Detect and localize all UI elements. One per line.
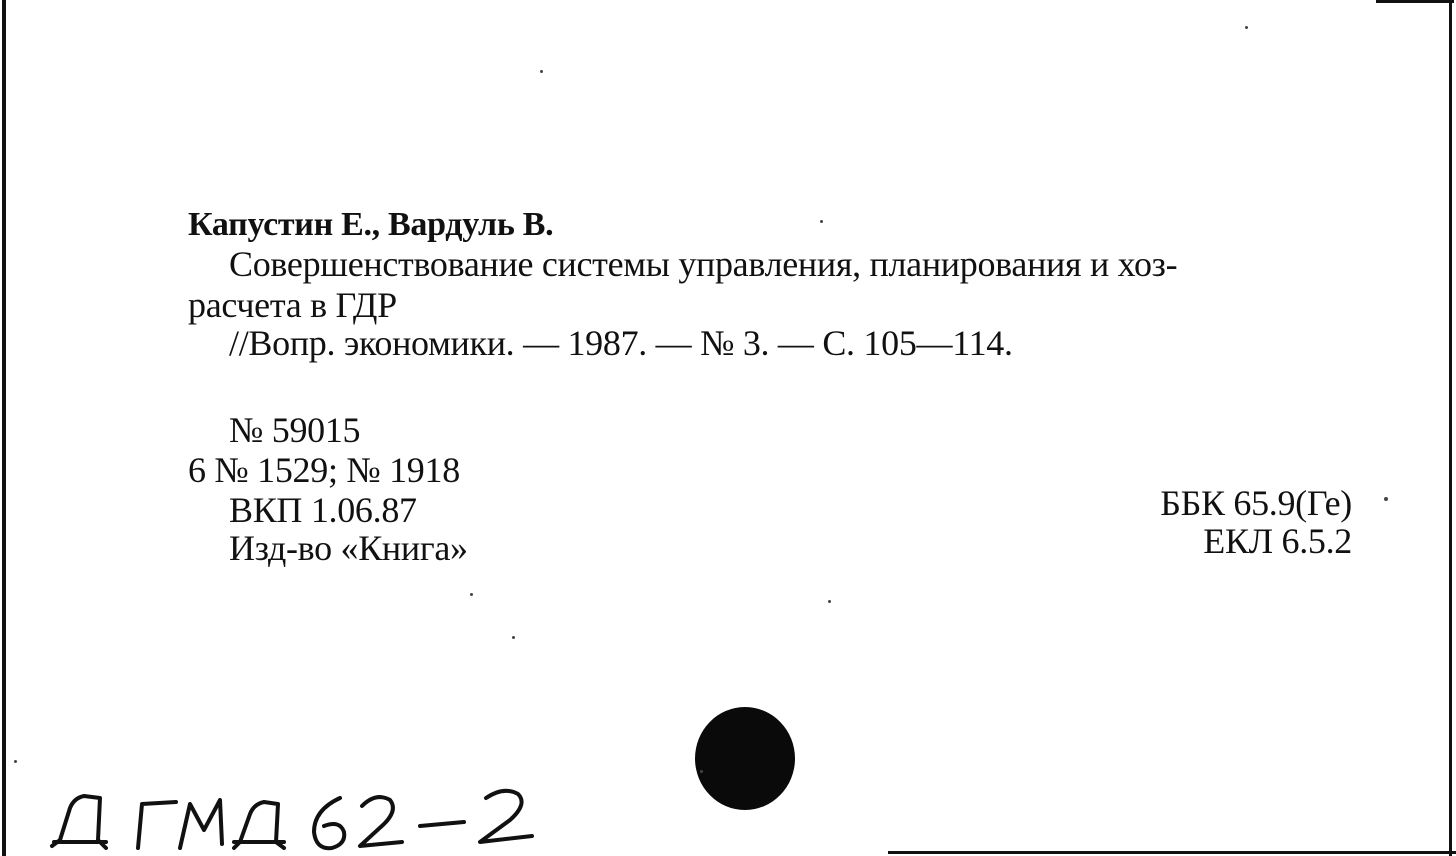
speck — [1384, 497, 1388, 501]
speck — [14, 760, 17, 763]
card-author: Капустин Е., Вардуль В. — [188, 206, 554, 243]
card-publisher: Изд-во «Книга» — [229, 528, 468, 568]
card-record-number: № 59015 — [229, 410, 361, 450]
speck — [512, 636, 515, 639]
handwritten-shelfmark — [40, 770, 560, 856]
punch-hole-icon — [695, 707, 795, 810]
card-source: //Вопр. экономики. — 1987. — № 3. — С. 105—114. — [229, 323, 1013, 363]
card-right-edge — [1449, 0, 1452, 856]
speck — [540, 70, 543, 73]
card-left-edge — [2, 0, 6, 856]
speck — [828, 600, 831, 603]
card-vkp: ВКП 1.06.87 — [229, 490, 417, 530]
card-title-line-2: расчета в ГДР — [188, 285, 397, 325]
speck — [470, 593, 473, 596]
card-bottom-edge — [888, 851, 1456, 854]
speck — [700, 770, 703, 773]
speck — [1245, 26, 1248, 29]
card-numbers-line: 6 № 1529; № 1918 — [188, 450, 460, 490]
speck — [820, 220, 823, 223]
card-title-line-1: Совершенствование системы управления, планирования и хоз- — [229, 244, 1178, 284]
card-bbk-code: ББК 65.9(Ге) — [1160, 483, 1352, 523]
card-ekl-code: ЕКЛ 6.5.2 — [1203, 521, 1352, 561]
card-top-edge — [1376, 0, 1454, 3]
